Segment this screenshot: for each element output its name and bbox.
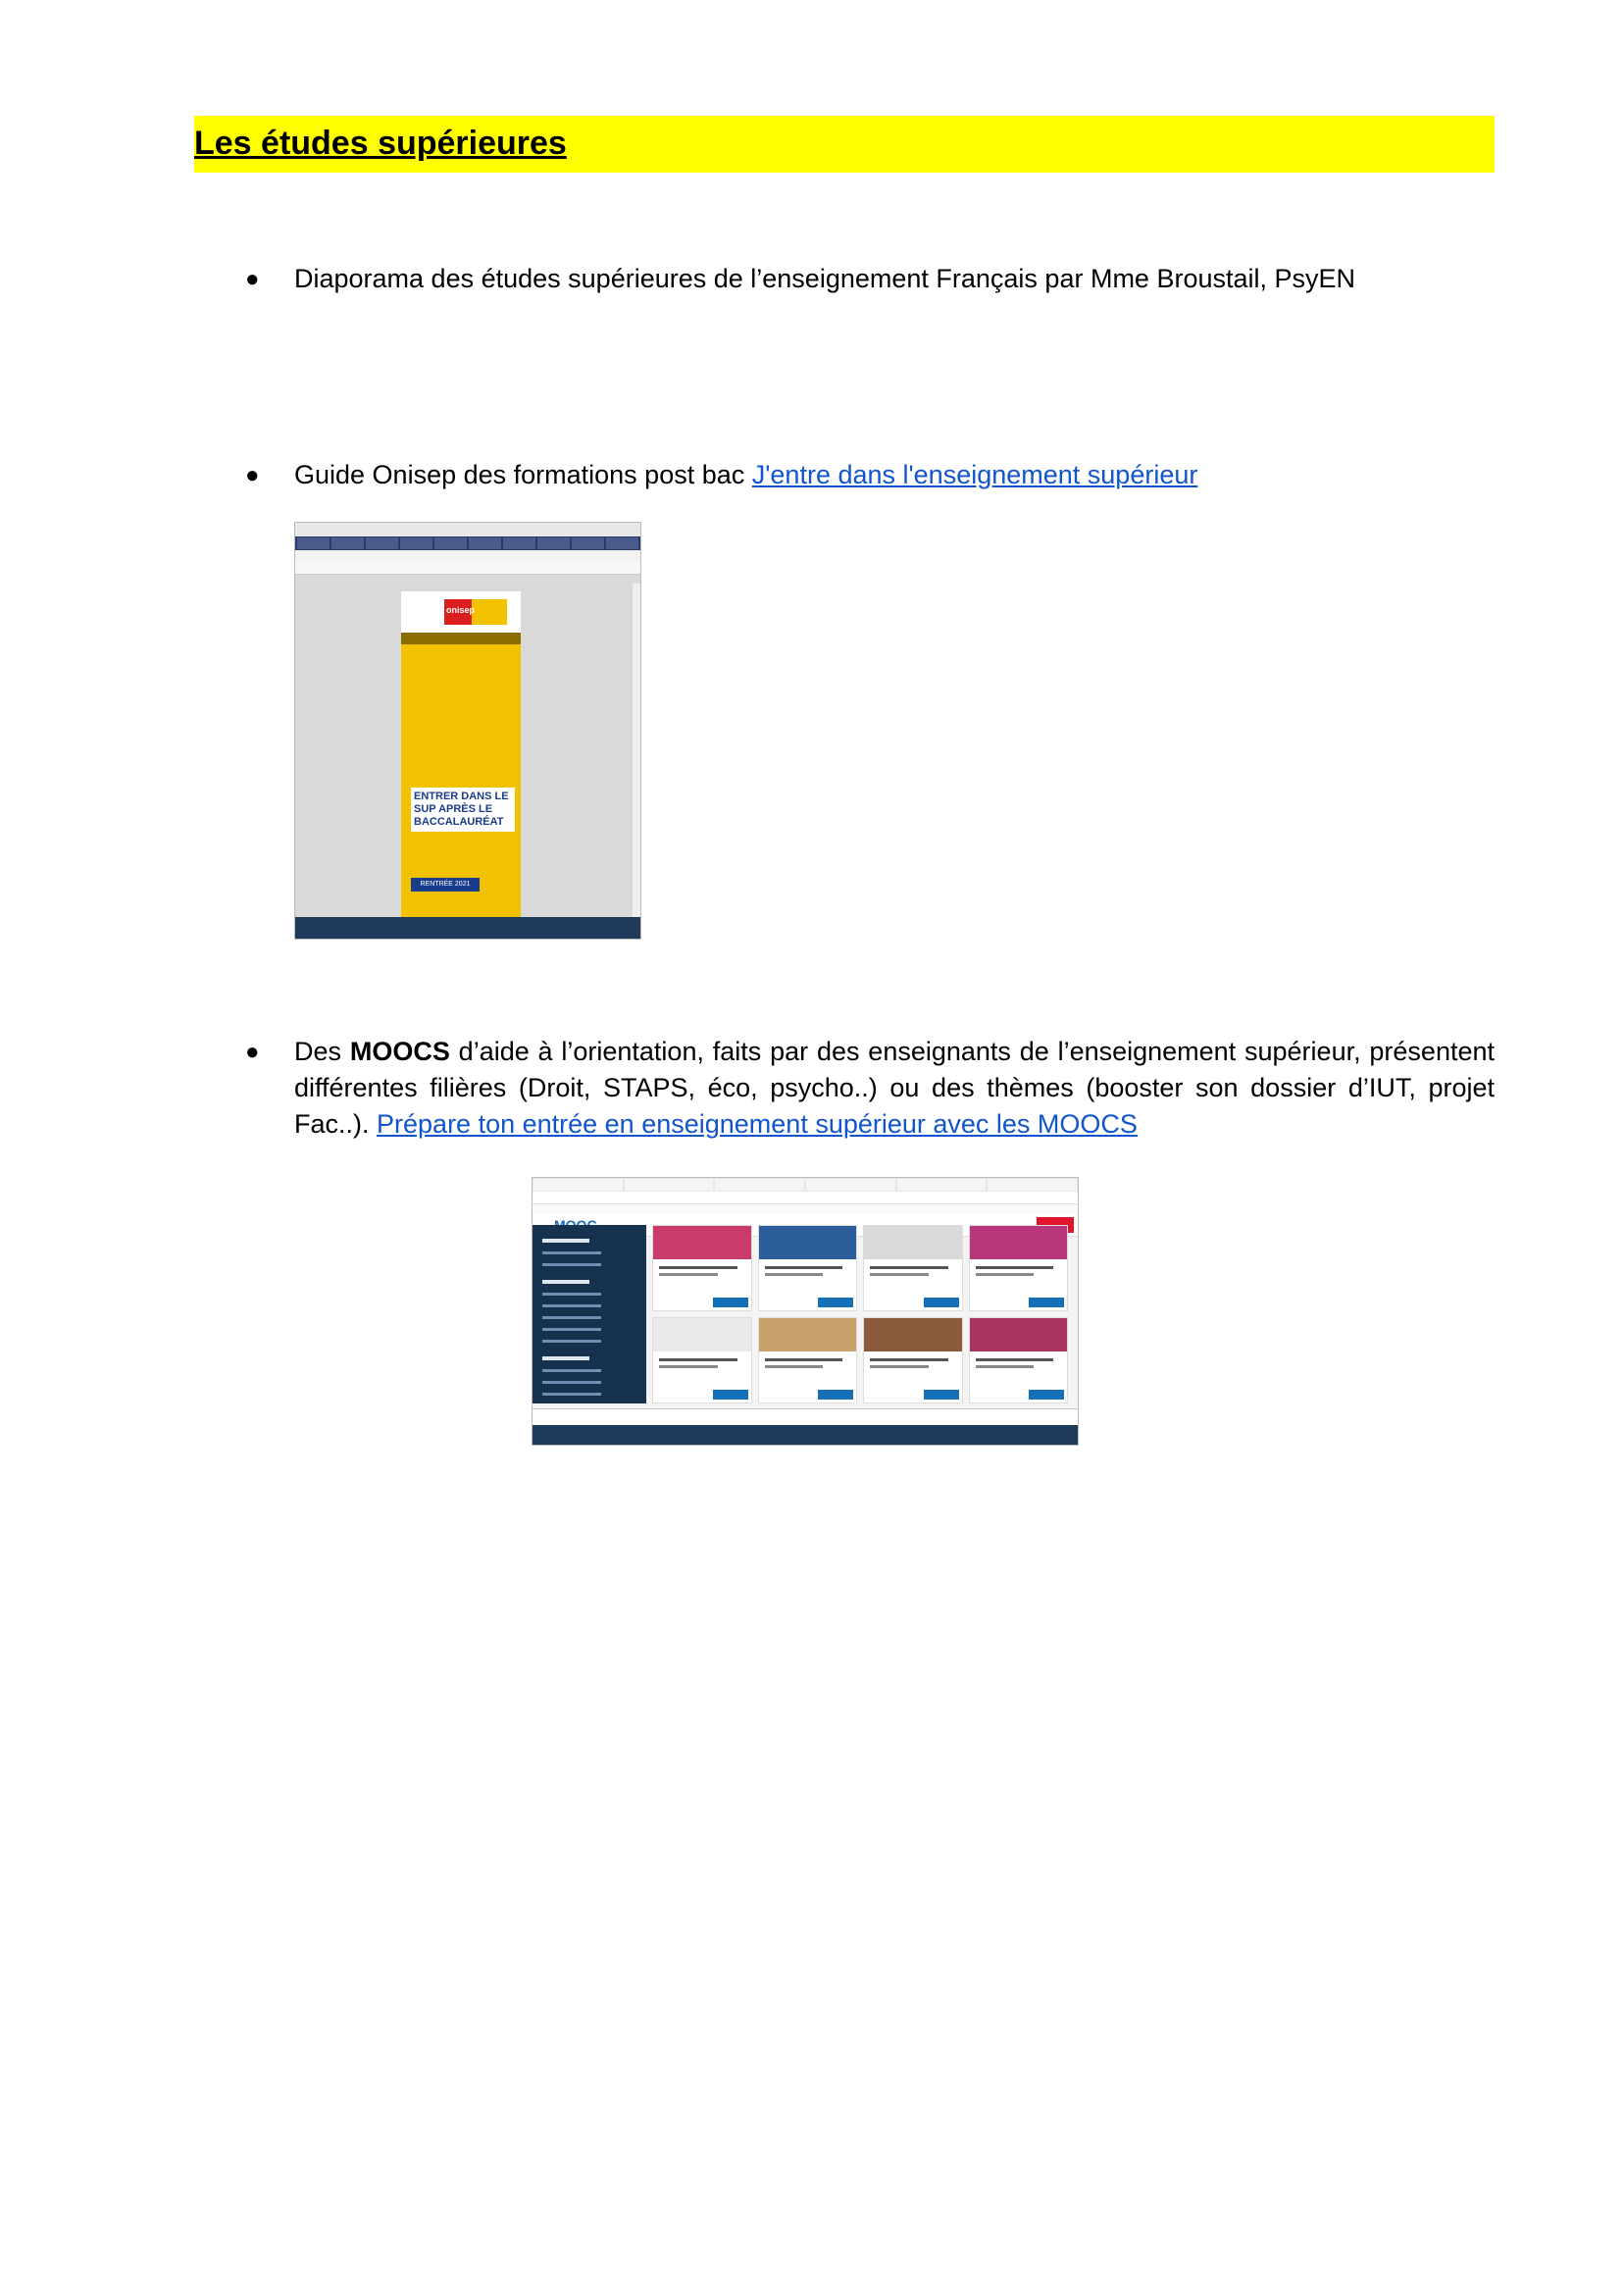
- mooc-card: [969, 1317, 1069, 1403]
- taskbar: [533, 1425, 1078, 1445]
- onisep-guide-screenshot: [294, 522, 641, 940]
- taskbar: [295, 917, 640, 939]
- scrollbar: [633, 584, 640, 917]
- mooc-card: [863, 1317, 963, 1403]
- browser-tabs: [295, 536, 640, 550]
- download-bar: [533, 1408, 1078, 1425]
- pdf-cover-page: [401, 591, 521, 917]
- moocs-paragraph: Des MOOCS d’aide à l’orientation, faits par des enseignants de l’enseignement supérieur, présentent différentes filières (Droit, STAPS, éco, psycho..) ou des thèmes (booster son dossier d’IUT, projet Fac..). Prépare ton entrée en enseignement supérieur avec les MOOCS: [294, 1037, 1495, 1139]
- browser-tabs: [533, 1178, 1078, 1192]
- list-item-text: Diaporama des études supérieures de l’enseignement Français par Mme Broustail, PsyEN: [294, 264, 1356, 293]
- mooc-card-grid: [652, 1225, 1068, 1403]
- page-title: Les études supérieures: [194, 125, 567, 162]
- mooc-sidebar: [533, 1225, 646, 1403]
- onisep-guide-link[interactable]: J'entre dans l'enseignement supérieur: [751, 460, 1198, 489]
- cover-badge: RENTRÉE 2021: [411, 878, 480, 892]
- moocs-bold: MOOCS: [349, 1037, 450, 1066]
- address-bar: [533, 1192, 1078, 1204]
- bullet-icon: ●: [245, 266, 260, 292]
- mooc-card: [758, 1317, 858, 1403]
- mooc-card: [758, 1225, 858, 1311]
- mooc-card: [652, 1317, 752, 1403]
- mooc-card: [652, 1225, 752, 1311]
- mooc-site-screenshot: [532, 1177, 1079, 1446]
- mooc-card: [969, 1225, 1069, 1311]
- cover-title: ENTRER DANS LE SUP APRÈS LE BACCALAURÉAT: [411, 788, 515, 832]
- onisep-brand: onisep: [446, 605, 476, 615]
- address-bar: [295, 550, 640, 562]
- moocs-link[interactable]: Prépare ton entrée en enseignement supérieur avec les MOOCS: [377, 1109, 1138, 1139]
- list-item-text: Guide Onisep des formations post bac: [294, 460, 752, 489]
- bullet-icon: ●: [245, 1039, 260, 1065]
- pdf-toolbar: [295, 562, 640, 575]
- mooc-card: [863, 1225, 963, 1311]
- bullet-icon: ●: [245, 462, 260, 488]
